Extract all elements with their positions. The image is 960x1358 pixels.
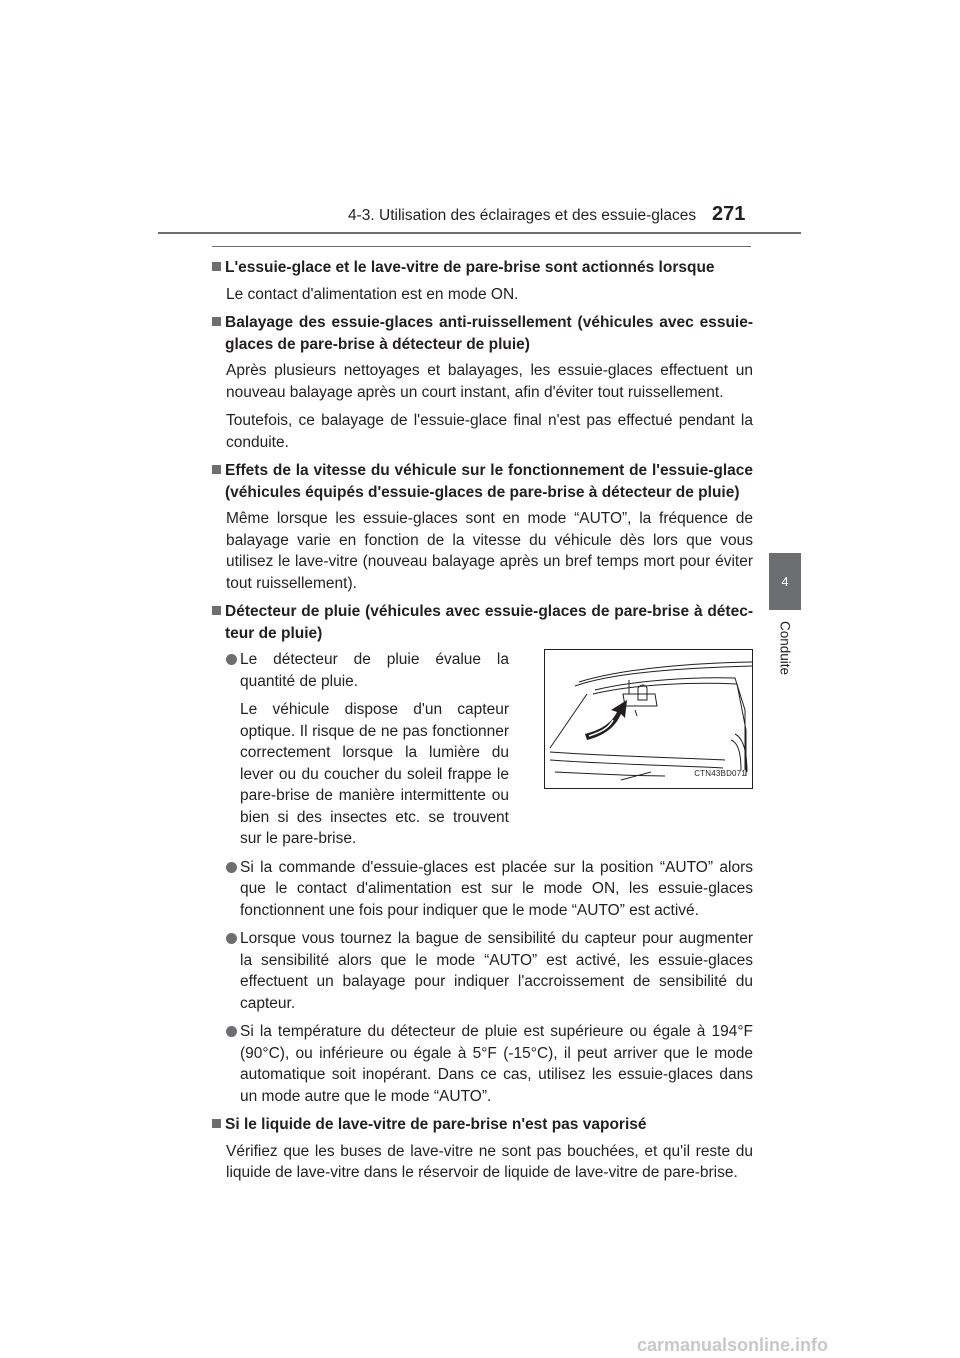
list-item: Lorsque vous tournez la bague de sensibilité du capteur pour augmenter la sensibilité alors que le mode “AUTO” est activé, les essuie-glaces effectuent un balayage pour indiquer l'accroissement de sensibilité du capteur.	[226, 928, 753, 1014]
section-2	[212, 312, 753, 453]
square-bullet-icon	[212, 606, 221, 615]
round-bullet-icon	[226, 933, 237, 944]
header-title: 4-3. Utilisation des éclairages et des essuie-glaces	[348, 207, 697, 224]
section-4	[212, 601, 753, 1107]
section-heading: Si le liquide de lave-vitre de pare-brise n'est pas vaporisé	[212, 1114, 753, 1136]
section-heading: L'essuie-glace et le lave-vitre de pare-brise sont actionnés lorsque	[212, 257, 753, 279]
list-item: Si la commande d'essuie-glaces est placée sur la position “AUTO” alors que le contact d'alimentation est sur le mode ON, les essuie-glaces fonctionnent une fois pour indiquer que le mode “AUTO” est activé.	[226, 857, 753, 922]
section-heading: Balayage des essuie-glaces anti-ruissellement (véhicules avec essuie-glaces de pare-brise à détecteur de pluie)	[212, 312, 753, 355]
chapter-number: 4	[781, 574, 789, 589]
round-bullet-icon	[226, 654, 237, 665]
chapter-tab[interactable]	[769, 553, 801, 610]
paragraph: Toutefois, ce balayage de l'essuie-glace final n'est pas effectué pendant la conduite.	[226, 412, 753, 451]
paragraph: Le contact d'alimentation est en mode ON.	[226, 285, 519, 303]
square-bullet-icon	[212, 262, 221, 271]
square-bullet-icon	[212, 317, 221, 326]
figure-code: CTN43BD071	[694, 768, 746, 778]
header-rule	[158, 232, 801, 234]
paragraph: Après plusieurs nettoyages et balayages, les essuie-glaces effectuent un nouveau balayage après un court instant, afin d'éviter tout ruissellement.	[226, 362, 753, 401]
square-bullet-icon	[212, 1119, 221, 1128]
rain-sensor-illustration	[544, 649, 753, 789]
section-heading: Détecteur de pluie (véhicules avec essuie-glaces de pare-brise à détec-teur de pluie)	[212, 601, 753, 644]
content-rule	[212, 246, 751, 247]
section-3	[212, 460, 753, 594]
figure-side-text	[226, 649, 509, 850]
watermark: carmanualsonline.info	[637, 1335, 829, 1355]
figure-block	[212, 649, 753, 850]
section-1	[212, 257, 753, 305]
section-heading: Effets de la vitesse du véhicule sur le fonctionnement de l'essuie-glace (véhicules équipés d'essuie-glaces de pare-brise à détecteur de pluie)	[212, 460, 753, 503]
paragraph: Même lorsque les essuie-glaces sont en mode “AUTO”, la fréquence de balayage varie en fonction de la vitesse du véhicule dès lors que vous utilisez le lave-vitre (nouveau balayage après un bref temps mort pour éviter tout ruissellement).	[226, 510, 753, 592]
page-number: 271	[712, 203, 746, 225]
list-item: Le détecteur de pluie évalue la quantité de pluie. Le véhicule dispose d'un capteur optique. Il risque de ne pas fonctionner correctement lorsque la lumière du lever ou du coucher du soleil frappe le pare-brise de manière intermittente ou bien si des insectes etc. se trouvent sur le pare-brise.	[226, 649, 509, 850]
chapter-label: Conduite	[777, 620, 793, 676]
square-bullet-icon	[212, 465, 221, 474]
round-bullet-icon	[226, 862, 237, 873]
paragraph: Vérifiez que les buses de lave-vitre ne sont pas bouchées, et qu'il reste du liquide de lave-vitre dans le réservoir de liquide de lave-vitre de pare-brise.	[226, 1142, 753, 1181]
section-5	[212, 1114, 753, 1184]
round-bullet-icon	[226, 1026, 237, 1037]
list-item: Si la température du détecteur de pluie est supérieure ou égale à 194°F (90°C), ou inférieure ou égale à 5°F (-15°C), il peut arriver que le mode automatique soit inopérant. Dans ce cas, utilisez les essuie-glaces dans un mode autre que le mode “AUTO”.	[226, 1021, 753, 1107]
body-content	[212, 257, 753, 1191]
